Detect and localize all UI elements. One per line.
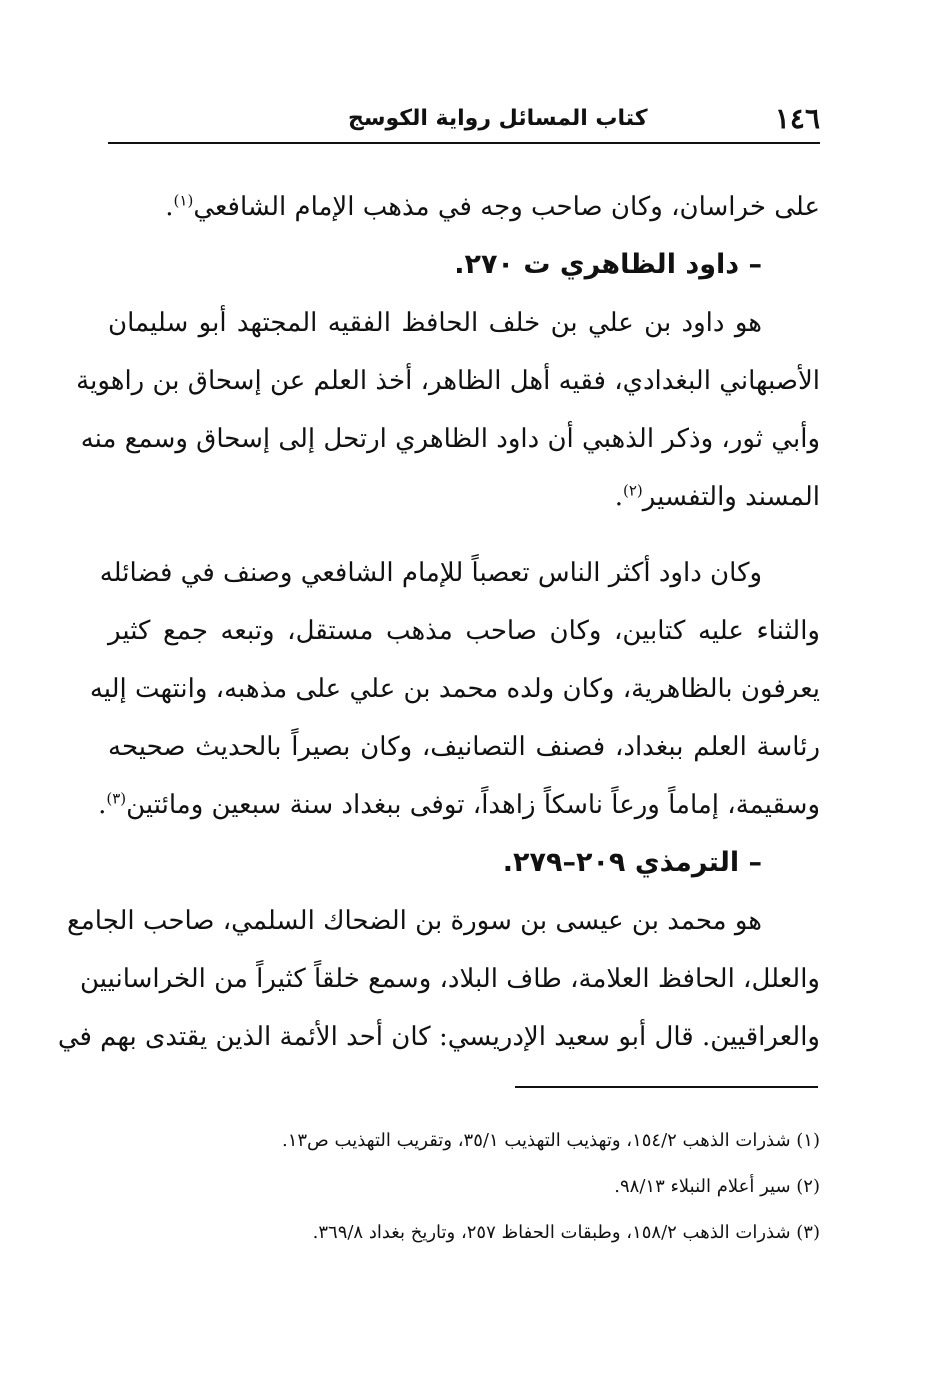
page-number: ١٤٦: [774, 102, 820, 135]
footnotes: [108, 1118, 820, 1256]
text-line: والعراقيين. قال أبو سعيد الإدريسي: كان أحد الأئمة الذين يقتدى بهم في: [57, 1022, 820, 1052]
section-heading-tirmidhi: – الترمذي ٢٠٩–٢٧٩.: [502, 847, 762, 878]
section-heading-dawud: – داود الظاهري ت ٢٧٠.: [454, 249, 762, 280]
footnote: (٣) شذرات الذهب ١٥٨/٢، وطبقات الحفاظ ٢٥٧، وتاريخ بغداد ٣٦٩/٨.: [312, 1222, 820, 1243]
text-line: الأصبهاني البغدادي، فقيه أهل الظاهر، أخذ العلم عن إسحاق بن راهوية: [76, 366, 820, 396]
text-line: رئاسة العلم ببغداد، فصنف التصانيف، وكان بصيراً بالحديث صحيحه: [108, 732, 820, 762]
page-header: [108, 98, 820, 144]
body-text: [57, 178, 820, 1066]
header-rule: [108, 142, 820, 144]
footnote-ref: (٢): [623, 481, 643, 500]
footnote-ref: (١): [173, 191, 194, 210]
text-line: وأبي ثور، وذكر الذهبي أن داود الظاهري ارتحل إلى إسحاق وسمع منه: [80, 424, 820, 454]
text-line: وسقيمة، إماماً ورعاً ناسكاً زاهداً، توفى ببغداد سنة سبعين ومائتين$^{(٣)}$.: [98, 789, 820, 820]
footnote-ref: (٣): [106, 789, 127, 808]
text-line: يعرفون بالظاهرية، وكان ولده محمد بن علي على مذهبه، وانتهت إليه: [89, 674, 820, 704]
text-line: المسند والتفسير$^{(٢)}$.: [614, 481, 820, 512]
text-line: وكان داود أكثر الناس تعصباً للإمام الشافعي وصنف في فضائله: [99, 558, 762, 588]
text-line: والعلل، الحافظ العلامة، طاف البلاد، وسمع خلقاً كثيراً من الخراسانيين: [79, 964, 820, 994]
text-line: هو محمد بن عيسى بن سورة بن الضحاك السلمي، صاحب الجامع: [67, 906, 762, 936]
footnote: (١) شذرات الذهب ١٥٤/٢، وتهذيب التهذيب ٣٥/١، وتقريب التهذيب ص١٣.: [281, 1130, 820, 1151]
running-title: كتاب المسائل رواية الكوسج: [348, 106, 648, 131]
footnote: (٢) سير أعلام النبلاء ٩٨/١٣.: [614, 1176, 820, 1197]
footnote-rule: [515, 1086, 818, 1088]
text-line: والثناء عليه كتابين، وكان صاحب مذهب مستقل، وتبعه جمع كثير: [108, 616, 820, 646]
text-line: هو داود بن علي بن خلف الحافظ الفقيه المجتهد أبو سليمان: [108, 308, 762, 338]
text-line: على خراسان، وكان صاحب وجه في مذهب الإمام الشافعي$^{(١)}$.: [165, 191, 820, 222]
